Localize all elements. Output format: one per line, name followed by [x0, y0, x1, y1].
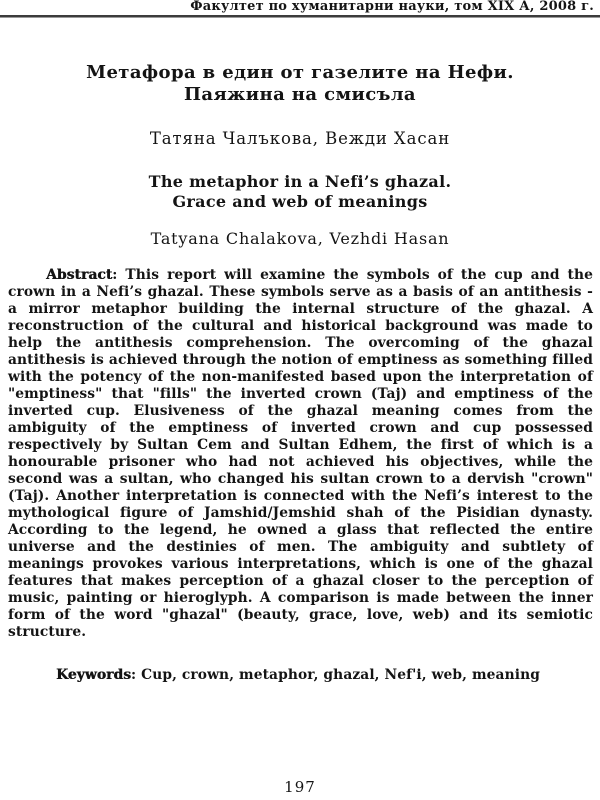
authors-english: Tatyana Chalakova, Vezhdi Hasan: [150, 229, 450, 248]
title-bulgarian-line2: Паяжина на смисъла: [184, 84, 416, 105]
keywords-text: : Cup, crown, metaphor, ghazal, Nef'i, web, meaning: [131, 667, 540, 683]
abstract-paragraph: [8, 267, 593, 641]
page-number: 197: [284, 778, 316, 796]
title-english-line2: Grace and web of meanings: [172, 192, 428, 211]
keywords-line: [8, 667, 593, 684]
title-english: [10, 172, 590, 212]
abstract-text: : This report will examine the symbols of the cup and the crown in a Nefi’s ghazal. These symbols serve as a basis of an antithesis - a mirror metaphor building the internal structure of the ghazal. A reconstruction of the cultural and historical background was made to help the antithesis comprehension. The overcoming of the ghazal antithesis is achieved through the notion of emptiness as something filled with the potency of the non-manifested based upon the interpretation of "emptiness" that "fills" the inverted crown (Taj) and emptiness of the inverted cup. Elusiveness of the ghazal meaning comes from the ambiguity of the emptiness of inverted crown and cup possessed respectively by Sultan Cem and Sultan Edhem, the first of which is a honourable prisoner who had not achieved his objectives, while the second was a sultan, who changed his sultan crown to a dervish "crown" (Taj). Another interpretation is connected with the Nefi’s interest to the mythological figure of Jamshid/Jemshid shah of the Pisidian dynasty. According to the legend, he owned a glass that reflected the entire universe and the destinies of men. The ambiguity and subtlety of meanings provokes various interpretations, which is one of the ghazal features that makes perception of a ghazal closer to the perception of music, painting or hieroglyph. A comparison is made between the inner form of the word "ghazal" (beauty, grace, love, web) and its semiotic structure.: [8, 267, 593, 640]
journal-header: Факултет по хуманитарни науки, том XIX А, 2008 г.: [190, 0, 594, 14]
keywords-label: Keywords: [56, 667, 132, 683]
title-english-line1: The metaphor in a Nefi’s ghazal.: [148, 172, 452, 191]
abstract-label: Abstract: [46, 267, 113, 283]
header-rule: [0, 15, 600, 18]
title-bulgarian: [10, 62, 590, 106]
title-bulgarian-line1: Метафора в един от газелите на Нефи.: [86, 62, 514, 83]
authors-bulgarian: Татяна Чалъкова, Вежди Хасан: [149, 129, 451, 148]
